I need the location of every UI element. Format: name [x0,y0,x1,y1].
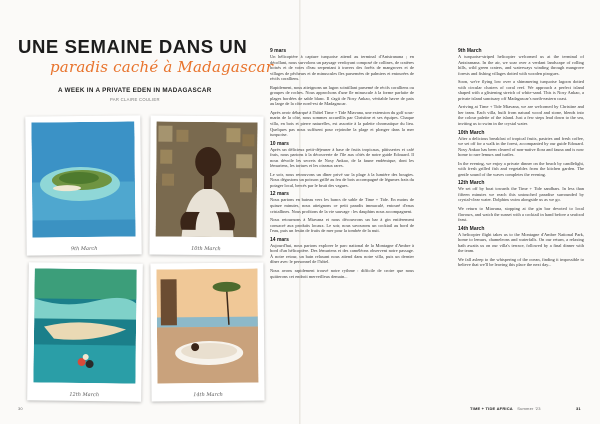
french-paragraph: Nous retournons à Miavana et nous découvrons un bar à gin entièrement consacré aux produits locaux. Le soir, nous savourons un cocktail au bord de l'eau, puis un festin de fruits de mer pour la tombée de la nuit. [270,217,414,234]
footer-right-page-number: 31 [576,406,581,411]
english-entry-4 [458,226,584,268]
english-entry-3 [458,180,584,222]
french-entry-4 [270,237,414,279]
photo-caption-1: 9th March [70,245,98,253]
article-subtitle: A WEEK IN A PRIVATE EDEN IN MADAGASCAR [58,87,212,94]
footer-brand-block [470,406,541,411]
terrace-bath-photo [156,269,258,384]
french-paragraph: Aujourd'hui, nous partons explorer le parc national de la Montagne d'Ambre à bord d'un hélicoptère. Des lémuriens et des caméléons observent notre passage. À notre retour, un bain relaxant nous attend dans notre villa, puis un dernier dîner avec le personnel de l'hôtel. [270,242,414,265]
byline: PAR CLAIRE COULIER [110,97,160,102]
english-date-3: 12th March [458,180,485,187]
english-entry-1 [458,48,584,127]
photo-caption-2: 10th March [191,245,221,253]
english-paragraph: A helicopter flight takes us to the Montagne d'Ambre National Park, home to lemurs, chameleons and waterfalls. On our return, a relaxing bath awaits us on our villa's terrace, followed by a final dinner with the team. [458,231,584,254]
french-paragraph: Après avoir débarqué à l'hôtel Time + Tide Miavana, une extension du golf sous-marin de la côte, nous sommes accueillis par Christine et ses équipes. Chaque villa, en bois et pierre naturelles, est assortie à la palette chromatique du lieu. Quelques pas nous suffisent pour rejoindre la plage et plonger dans la mer turquoise. [270,109,414,138]
french-paragraph: Après un délicieux petit-déjeuner à base de fruits tropicaux, pâtisseries et café frais, nous partons à la découverte de l'île aux côtés de notre guide Edouard. Il nous dévoile les secrets de Nosy Ankao, de la faune endémique, dont les lémuriens, les tortues et les oiseaux rares. [270,146,414,169]
french-entry-3 [270,191,414,233]
polaroid-photo-4 [150,263,264,402]
footer-left-page-number: 30 [18,406,23,411]
french-entry-1 [270,48,414,138]
article-title-script: paradis caché à Madagascar [50,58,274,76]
english-entry-2 [458,130,584,178]
french-date-4: 14 mars [270,236,289,243]
english-paragraph: Soon, we're flying low over a shimmering turquoise lagoon dotted with circular clusters of coral reef. We approach a perfect island shaped with a glistening stretch of white-sand. This is Nosy Ankao, a private island sanctuary off Madagascar's north-eastern coast. [458,79,584,101]
photo-caption-4: 14th March [193,391,223,399]
english-paragraph: We set off by boat towards the Time + Tide sandbars. In less than fifteen minutes we reach this untouched paradise surrounded by crystal-clear water. Dolphins swim alongside us as we go. [458,186,584,203]
photo-caption-3: 12th March [69,391,100,399]
english-date-2: 10th March [458,129,485,136]
french-paragraph: Nous avons rapidement trouvé notre rythme : difficile de croire que nous quitterons cet endroit merveilleux demain... [270,267,414,279]
french-date-2: 10 mars [270,140,289,147]
english-paragraph: Arriving at Time + Tide Miavana, we are welcomed by Christine and her team. Each villa, built from natural wood and stone, blends into the colour palette of the island. Just a few steps lead down to the sea, inviting us to swim in the crystal water. [458,104,584,127]
footer-brand: TIME + TIDE AFRICA [470,406,513,411]
english-paragraph: We fall asleep to the whispering of the ocean, finding it impossible to believe that we'll be leaving this place the next day... [458,256,584,268]
polaroid-photo-3 [27,262,143,401]
french-paragraph: Rapidement, nous atteignons un lagon scintillant parsemé de récifs coralliens ou groupes de roches. Nous approchons d'une île minuscule à la forme parfaite de plages bordées de sable blanc. Il s'agit de Nosy Ankao, véritable havre de paix au large de la côte nord-est de Madagascar. [270,84,414,107]
article-title: UNE SEMAINE DANS UN [18,36,248,57]
french-text-column [270,48,414,282]
french-date-1: 9 mars [270,48,287,54]
guide-portrait-photo [156,122,258,238]
english-date-4: 14th March [458,225,485,232]
english-text-column [458,48,584,271]
french-entry-2 [270,141,414,189]
english-paragraph: We return to Miavana, stopping at the gin bar devoted to local flavours, and watch the sunset with a cocktail in hand before a seafood feast. [458,206,584,223]
english-paragraph: After a delicious breakfast of tropical fruits, pastries and fresh coffee, we set off for a walk in the forest, accompanied by our guide Edouard. Nosy Ankao has been cleared of non-native flora and fauna and is now home to rare lemurs and turtles. [458,135,584,158]
island-lagoon-photo [31,121,135,237]
english-date-1: 9th March [458,48,482,54]
sandbar-aerial-photo [33,268,136,383]
french-date-3: 12 mars [270,191,289,198]
polaroid-photo-1 [25,115,141,255]
footer-issue: Summer '23 [517,406,541,411]
english-paragraph: In the evening, we enjoy a private dinner on the beach by candlelight, with fresh grilled fish and vegetables from the kitchen garden. The gentle sound of the waves completes the evening. [458,160,584,177]
english-paragraph: A turquoise-striped helicopter welcomed us at the terminal of Antsiranana. In the air, we soar over a verdant landscape of rolling hills, wild green craters, and waterways winding through mangrove forests and fishing villages dotted with wooden pirogues. [458,54,584,76]
french-paragraph: Un hélicoptère à capture turquoise attend au terminal d'Antsiranana ; en décollant, nous survolons un paysage verdoyant composé de collines, de cratères boisés et de voies d'eau serpentant à travers des forêts de mangroves et de villages de pêcheurs et de minuscules îles parsemées de palmiers et entourées de récifs coralliens. [270,54,414,82]
french-paragraph: Le soir, nous retrouvons un dîner privé sur la plage à la lumière des bougies. Nous dégustons un poisson grillé au feu de bois accompagné de légumes frais du potager local, bercés par le bruit des vagues. [270,171,414,188]
polaroid-photo-2 [149,116,263,256]
french-paragraph: Nous partons en bateau vers les bancs de sable de Time + Tide. En moins de quinze minutes, nous atteignons ce petit paradis immaculé, entouré d'eaux cristallines. Nous profitons de la vie sauvage : les dauphins nous accompagnent. [270,197,414,214]
